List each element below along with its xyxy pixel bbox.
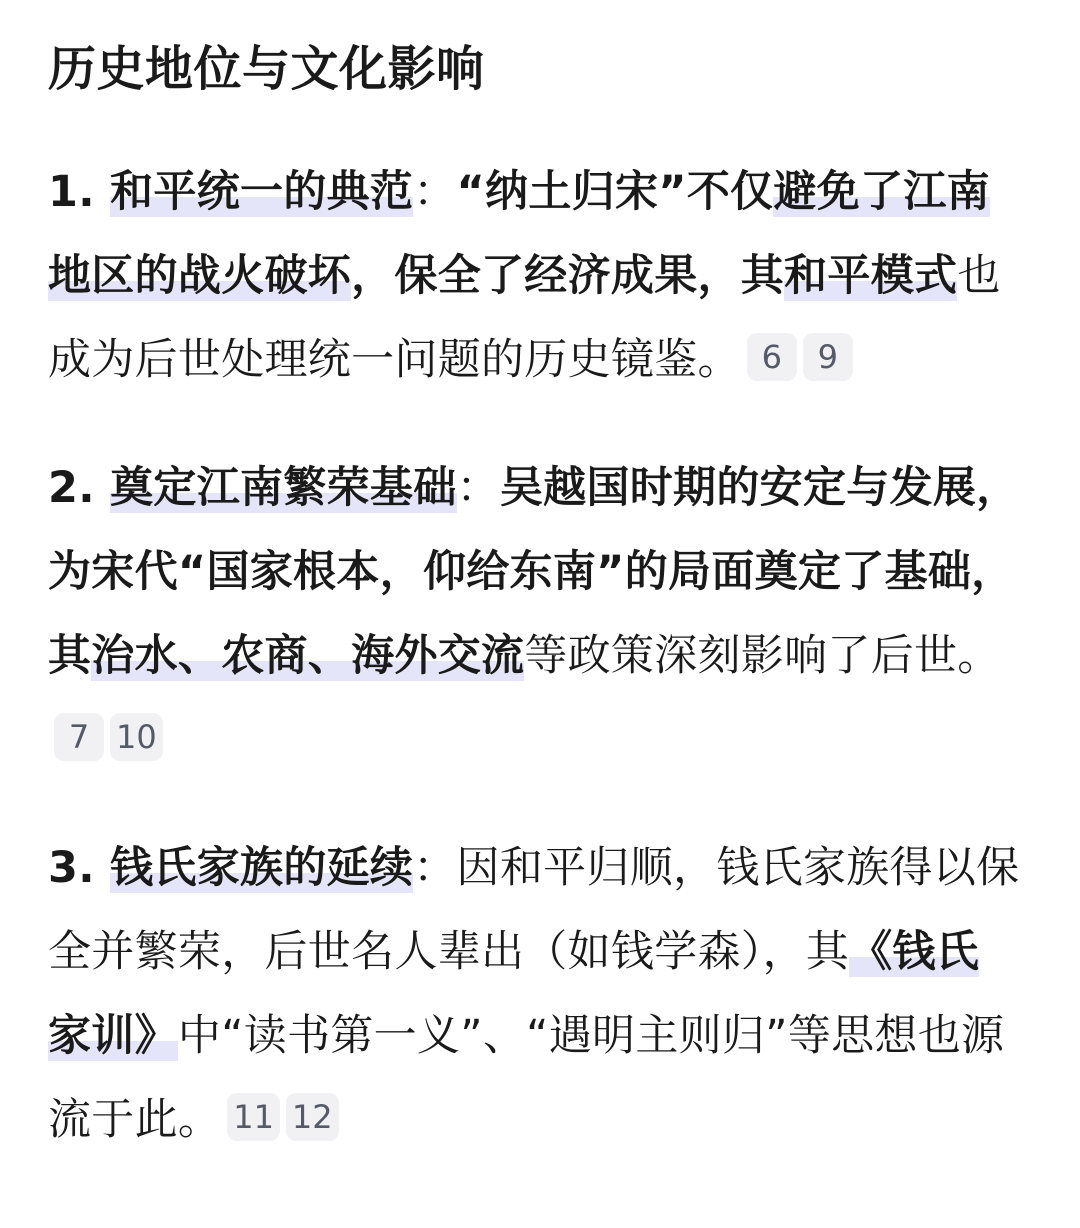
citation-badge[interactable]: 11 bbox=[227, 1093, 280, 1141]
list-item-3 bbox=[48, 826, 1020, 1162]
item-term: 奠定江南繁荣基础 bbox=[110, 463, 457, 513]
citation-badge[interactable]: 12 bbox=[286, 1093, 339, 1141]
list-item-1 bbox=[48, 150, 1020, 402]
item-term: 和平统一的典范 bbox=[110, 167, 414, 217]
citation-badge[interactable]: 7 bbox=[54, 713, 104, 761]
item-colon: ： bbox=[456, 463, 500, 513]
section-title: 历史地位与文化影响 bbox=[48, 41, 485, 97]
citation-badge[interactable]: 10 bbox=[110, 713, 163, 761]
item-bold-text-2: ，保全了经济成果，其 bbox=[351, 251, 785, 301]
item-colon: ： bbox=[413, 167, 457, 217]
item-text-2: 中“读书第一义”、“遇明主则归”等思想也源流于此。 bbox=[48, 1011, 1005, 1145]
item-text: 也成为后世处理统一问题的历史镜鉴。 bbox=[48, 251, 1001, 385]
citation-badge[interactable]: 6 bbox=[747, 333, 797, 381]
item-text: 因和平归顺，钱氏家族得以保全并繁荣，后世名人辈出（如钱学森），其 bbox=[48, 843, 1020, 977]
item-text: 等政策深刻影响了后世。 bbox=[524, 631, 1001, 681]
item-bold-text: 吴越国时期的安定与发展，为宋代“国家根本，仰给东南”的局面奠定了基础，其 bbox=[48, 463, 1020, 681]
item-highlight: 治水、农商、海外交流 bbox=[91, 631, 525, 681]
list-item-2 bbox=[48, 446, 1020, 782]
item-number: 3. bbox=[48, 843, 111, 893]
item-bold-text: “纳土归宋”不仅 bbox=[456, 167, 774, 217]
item-term: 钱氏家族的延续 bbox=[110, 843, 414, 893]
item-highlight-2: 和平模式 bbox=[784, 251, 958, 301]
item-number: 1. bbox=[48, 167, 111, 217]
item-colon: ： bbox=[413, 843, 457, 893]
citation-badge[interactable]: 9 bbox=[803, 333, 853, 381]
item-highlight: 《钱氏家训》 bbox=[48, 927, 980, 1061]
item-number: 2. bbox=[48, 463, 111, 513]
item-highlight: 避免了江南地区的战火破坏 bbox=[48, 167, 990, 301]
